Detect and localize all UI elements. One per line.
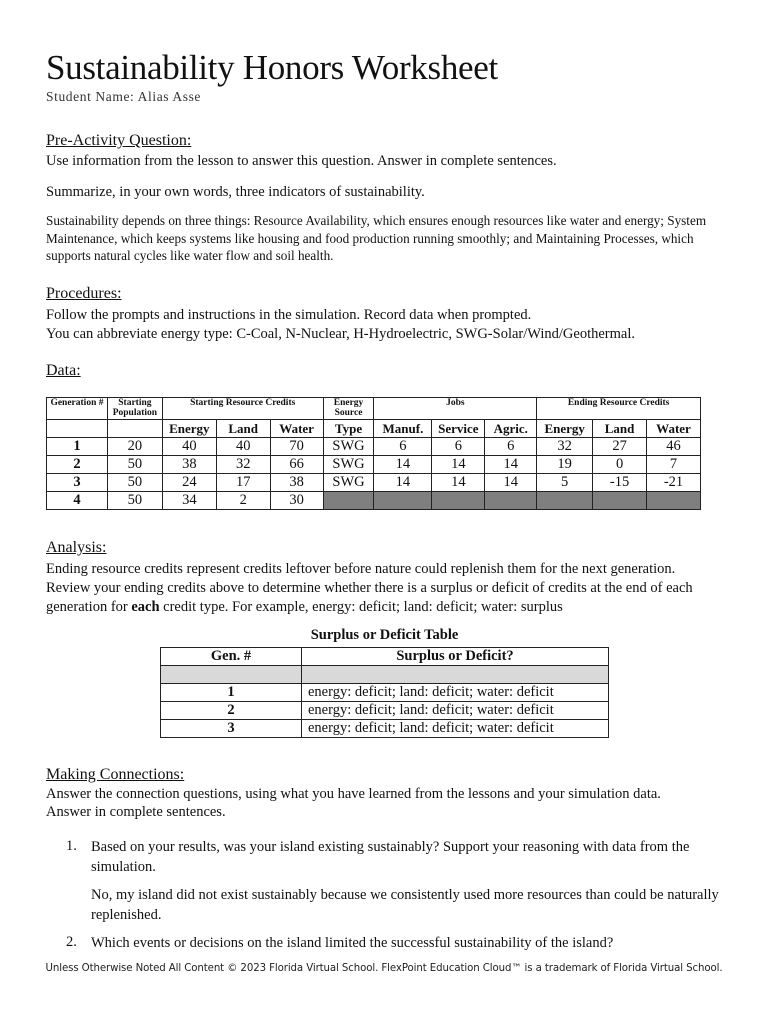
subheader-start-energy: Energy <box>162 420 216 438</box>
cell-pop: 20 <box>107 438 162 456</box>
cell-gen: 3 <box>47 474 108 492</box>
pre-activity-instruction: Use information from the lesson to answer this question. Answer in complete sentences. <box>46 153 557 169</box>
cell-gen: 1 <box>47 438 108 456</box>
cell-end-land: 0 <box>593 456 647 474</box>
col-ending-credits: Ending Resource Credits <box>537 398 701 420</box>
cell-manuf: 14 <box>374 474 432 492</box>
cell-manuf: 14 <box>374 456 432 474</box>
col-starting-credits: Starting Resource Credits <box>162 398 323 420</box>
cell-result: energy: deficit; land: deficit; water: deficit <box>302 684 609 702</box>
cell-gen: 1 <box>161 684 302 702</box>
cell-start-energy: 40 <box>162 438 216 456</box>
subheader-type: Type <box>323 420 374 438</box>
cell-end-energy: 5 <box>537 474 593 492</box>
table-row-shaded <box>161 666 609 684</box>
cell-gen: 4 <box>47 492 108 510</box>
connections-heading: Making Connections: <box>46 766 185 783</box>
table-row <box>161 684 609 702</box>
pre-activity-heading: Pre-Activity Question: <box>46 132 192 149</box>
table-row <box>47 492 701 510</box>
cell-end-land: -15 <box>593 474 647 492</box>
analysis-line-3-pre: generation for <box>46 599 132 615</box>
col-starting-population: Starting Population <box>107 398 162 420</box>
cell-gen: 2 <box>47 456 108 474</box>
cell-start-water: 30 <box>270 492 323 510</box>
procedures-line-2: You can abbreviate energy type: C-Coal, N-Nuclear, H-Hydroelectric, SWG-Solar/Wind/Geothermal. <box>46 326 635 342</box>
cell-pop: 50 <box>107 474 162 492</box>
analysis-line-1: Ending resource credits represent credits leftover before nature could replenish them for the next generation. <box>46 561 676 577</box>
cell-service: 14 <box>432 474 485 492</box>
cell-shaded <box>161 666 302 684</box>
procedures-line-1: Follow the prompts and instructions in the simulation. Record data when prompted. <box>46 307 532 323</box>
cell-end-energy: 32 <box>537 438 593 456</box>
analysis-line-3-bold: each <box>131 599 160 615</box>
cell-start-energy: 34 <box>162 492 216 510</box>
cell-shaded <box>432 492 485 510</box>
cell-manuf: 6 <box>374 438 432 456</box>
cell-result: energy: deficit; land: deficit; water: deficit <box>302 702 609 720</box>
question-2-number: 2. <box>66 934 77 950</box>
col-surplus-deficit: Surplus or Deficit? <box>302 648 609 666</box>
cell-type: SWG <box>323 438 374 456</box>
cell-result: energy: deficit; land: deficit; water: deficit <box>302 720 609 738</box>
table-row <box>47 438 701 456</box>
cell-end-water: 46 <box>647 438 701 456</box>
col-jobs: Jobs <box>374 398 537 420</box>
cell-start-water: 38 <box>270 474 323 492</box>
cell-start-land: 2 <box>216 492 270 510</box>
cell-pop: 50 <box>107 456 162 474</box>
subheader-agric: Agric. <box>485 420 537 438</box>
cell-gen: 2 <box>161 702 302 720</box>
cell-shaded <box>647 492 701 510</box>
copyright-footer: Unless Otherwise Noted All Content © 2023 Florida Virtual School. FlexPoint Education Cloud™ is a trademark of Florida Virtual School. <box>45 963 723 974</box>
cell-agric: 14 <box>485 456 537 474</box>
pre-activity-question: Summarize, in your own words, three indicators of sustainability. <box>46 184 425 200</box>
procedures-heading: Procedures: <box>46 285 122 302</box>
question-1-text: Based on your results, was your island existing sustainably? Support your reasoning with data from the simulation. <box>91 839 690 875</box>
cell-start-land: 32 <box>216 456 270 474</box>
connections-instruction-2: Answer in complete sentences. <box>46 804 226 820</box>
cell-start-energy: 24 <box>162 474 216 492</box>
subheader-service: Service <box>432 420 485 438</box>
cell-end-energy: 19 <box>537 456 593 474</box>
analysis-line-2: Review your ending credits above to determine whether there is a surplus or deficit of credits at the end of each <box>46 580 693 596</box>
cell-type: SWG <box>323 456 374 474</box>
subheader-end-land: Land <box>593 420 647 438</box>
pre-activity-answer: Sustainability depends on three things: Resource Availability, which ensures enough resources like water and energy; System Maintenance, which keeps systems like housing and food production running smoothly; and Maintaining Processes, which supports natural cycles like water flow and soil health. <box>46 213 707 263</box>
subheader-end-energy: Energy <box>537 420 593 438</box>
cell-end-land: 27 <box>593 438 647 456</box>
subheader-start-water: Water <box>270 420 323 438</box>
data-table <box>46 397 701 510</box>
connections-instruction-1: Answer the connection questions, using what you have learned from the lessons and your simulation data. <box>46 786 661 802</box>
cell-shaded <box>302 666 609 684</box>
student-name: Student Name: Alias Asse <box>46 89 202 104</box>
analysis-line-3 <box>46 598 746 617</box>
subheader-end-water: Water <box>647 420 701 438</box>
cell-start-land: 40 <box>216 438 270 456</box>
cell-service: 6 <box>432 438 485 456</box>
cell-agric: 6 <box>485 438 537 456</box>
col-gen-number: Gen. # <box>161 648 302 666</box>
analysis-heading: Analysis: <box>46 539 107 556</box>
cell-end-water: 7 <box>647 456 701 474</box>
data-heading: Data: <box>46 362 81 379</box>
table-row <box>161 702 609 720</box>
table-row <box>47 474 701 492</box>
cell-service: 14 <box>432 456 485 474</box>
cell-shaded <box>593 492 647 510</box>
cell-shaded <box>323 492 374 510</box>
cell-shaded <box>374 492 432 510</box>
cell-gen: 3 <box>161 720 302 738</box>
cell-type: SWG <box>323 474 374 492</box>
page-title: Sustainability Honors Worksheet <box>46 48 498 87</box>
cell-shaded <box>485 492 537 510</box>
col-generation: Generation # <box>47 398 108 420</box>
subheader-start-land: Land <box>216 420 270 438</box>
cell-shaded <box>537 492 593 510</box>
cell-start-water: 66 <box>270 456 323 474</box>
cell-pop: 50 <box>107 492 162 510</box>
question-1-number: 1. <box>66 838 77 854</box>
answer-1-text: No, my island did not exist sustainably because we consistently used more resources than could be naturally replenished. <box>91 887 719 923</box>
analysis-line-3-post: credit type. For example, energy: deficit; land: deficit; water: surplus <box>159 599 563 615</box>
cell-start-water: 70 <box>270 438 323 456</box>
cell-start-energy: 38 <box>162 456 216 474</box>
question-2-text: Which events or decisions on the island limited the successful sustainability of the island? <box>91 935 614 951</box>
subheader-empty <box>107 420 162 438</box>
table-row <box>47 456 701 474</box>
surplus-table-caption: Surplus or Deficit Table <box>310 627 459 643</box>
subheader-empty <box>47 420 108 438</box>
cell-agric: 14 <box>485 474 537 492</box>
cell-end-water: -21 <box>647 474 701 492</box>
surplus-deficit-table <box>160 647 609 738</box>
col-energy-source: Energy Source <box>323 398 374 420</box>
cell-start-land: 17 <box>216 474 270 492</box>
table-row <box>161 720 609 738</box>
subheader-manuf: Manuf. <box>374 420 432 438</box>
